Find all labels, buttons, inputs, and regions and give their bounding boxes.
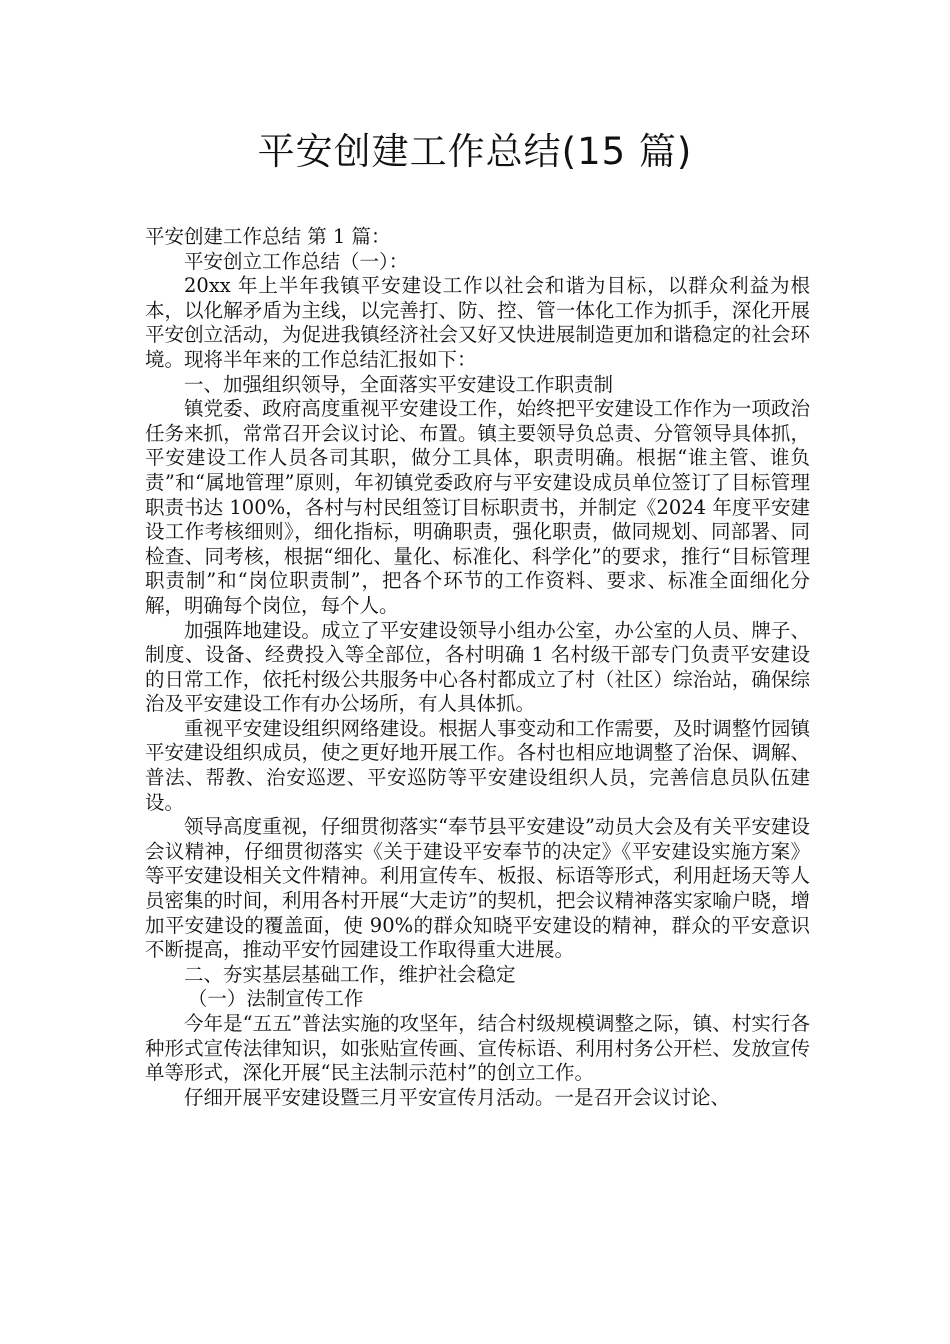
paragraph-subheading: （一）法制宣传工作 — [187, 987, 364, 1011]
paragraph: 镇党委、政府高度重视平安建设工作，始终把平安建设工作作为一项政治任务来抓，常常召开会议讨论、布置。镇主要领导负总责、分管领导具体抓，平安建设工作人员各司其职，做分工具体，职责明确。根据“谁主管、谁负责”和“属地管理”原则，年初镇党委政府与平安建设成员单位签订了目标管理职责书达 100%，各村与村民组签订目标职责书，并制定《2024 年度平安建设工作考核细则》，细化指标，明确职责，强化职责，做同规划、同部署、同检查、同考核，根据“细化、量化、标准化、科学化”的要求，推行“目标管理职责制”和“岗位职责制”，把各个环节的工作资料、要求、标准全面细化分解，明确每个岗位，每个人。 — [145, 397, 810, 617]
paragraph: 加强阵地建设。成立了平安建设领导小组办公室，办公室的人员、牌子、制度、设备、经费投入等全部位，各村明确 1 名村级干部专门负责平安建设的日常工作，依托村级公共服务中心各村都成立了村（社区）综治站，确保综治及平安建设工作有办公场所，有人具体抓。 — [145, 618, 810, 716]
subsection-heading: 平安创立工作总结（一）： — [184, 249, 409, 273]
paragraph-heading: 一、加强组织领导，全面落实平安建设工作职责制 — [184, 372, 614, 396]
paragraph: 领导高度重视，仔细贯彻落实“奉节县平安建设”动员大会及有关平安建设会议精神，仔细贯彻落实《关于建设平安奉节的决定》《平安建设实施方案》等平安建设相关文件精神。利用宣传车、板报、标语等形式，利用赶场天等人员密集的时间，利用各村开展“大走访”的契机，把会议精神落实家喻户晓，增加平安建设的覆盖面，使 90%的群众知晓平安建设的精神，群众的平安意识不断提高，推动平安竹园建设工作取得重大进展。 — [145, 815, 810, 962]
paragraph: 仔细开展平安建设暨三月平安宣传月活动。一是召开会议讨论、 — [184, 1085, 731, 1109]
paragraph: 今年是“五五”普法实施的攻坚年，结合村级规模调整之际，镇、村实行各种形式宣传法律知识，如张贴宣传画、宣传标语、利用村务公开栏、发放宣传单等形式，深化开展“民主法制示范村”的创立工作。 — [145, 1012, 810, 1085]
document-title: 平安创建工作总结(15 篇) — [257, 130, 693, 173]
paragraph: 重视平安建设组织网络建设。根据人事变动和工作需要，及时调整竹园镇平安建设组织成员，使之更好地开展工作。各村也相应地调整了治保、调解、普法、帮教、治安巡逻、平安巡防等平安建设组织人员，完善信息员队伍建设。 — [145, 716, 810, 814]
paragraph-heading: 二、夯实基层基础工作，维护社会稳定 — [184, 962, 516, 986]
paragraph: 20xx 年上半年我镇平安建设工作以社会和谐为目标，以群众利益为根本，以化解矛盾为主线，以完善打、防、控、管一体化工作为抓手，深化开展平安创立活动，为促进我镇经济社会又好又快进展制造更加和谐稳定的社会环境。现将半年来的工作总结汇报如下： — [145, 274, 810, 371]
document-body — [145, 225, 810, 1110]
section-heading: 平安创建工作总结 第 1 篇： — [145, 225, 391, 248]
